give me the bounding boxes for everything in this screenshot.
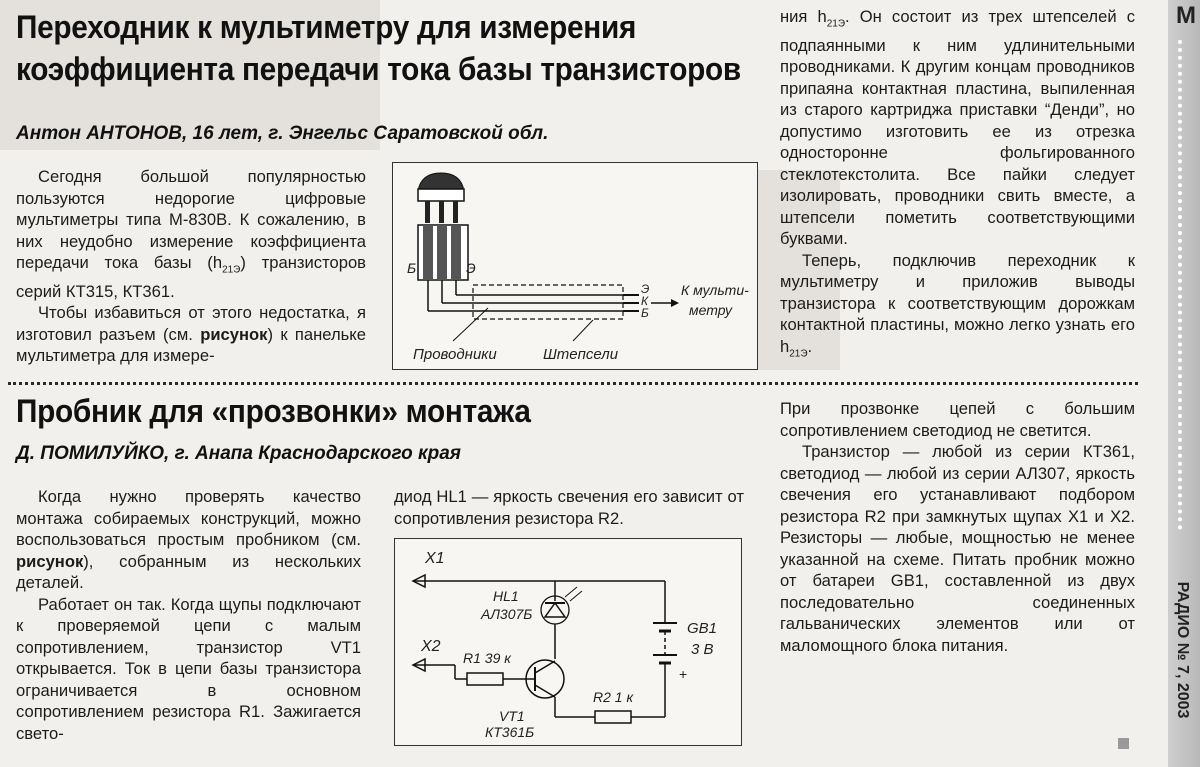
- label-r2: R2 1 к: [593, 689, 634, 705]
- paragraph: Теперь, подключив переходник к мультиметру и приложив выводы транзистора к соответствующим дорожкам контактной пластины, можно легко узнать его $h_{21Э}$.: [780, 250, 1135, 360]
- paragraph: При прозвонке цепей с большим сопротивлением светодиод не светится.: [780, 399, 1135, 440]
- plug: [451, 225, 461, 280]
- article2-byline: Д. ПОМИЛУЙКО, г. Анапа Краснодарского края: [16, 443, 461, 464]
- leader-line: [573, 320, 593, 341]
- label-hl1-type: АЛ307Б: [481, 606, 533, 622]
- paragraph: Когда нужно проверять качество монтажа собираемых конструкций, можно воспользоваться простым пробником (см. рисунок), собранным из нескольких деталей.: [16, 487, 361, 592]
- label-x1: X1: [425, 550, 445, 567]
- label-wires: Проводники: [413, 346, 497, 363]
- paragraph: Чтобы избавиться от этого недостатка, я изготовил разъем (см. рисунок) к панельке мультиметра для измере-: [16, 303, 366, 366]
- article2-column3: [780, 398, 1135, 656]
- transistor-collector: [535, 661, 555, 673]
- label-vt1: VT1: [499, 708, 525, 724]
- pin-label-e: Э: [466, 260, 476, 276]
- article1-column2: [780, 6, 1135, 365]
- article1-byline: Антон АНТОНОВ, 16 лет, г. Энгельс Саратовской обл.: [16, 123, 549, 144]
- pin-label-b-end: Б: [641, 306, 649, 320]
- pin-label-b: Б: [407, 260, 417, 276]
- transistor-lead: [453, 201, 458, 223]
- paragraph: Сегодня большой популярностью пользуются недорогие цифровые мультиметры типа М-830В. К сожалению, в них неудобно измерение коэффициента передачи тока базы $(h_{21Э})$ транзисторов серий КТ315, КТ361.: [16, 167, 366, 301]
- label-x2: X2: [421, 638, 441, 655]
- article1-column1: [16, 166, 366, 367]
- page-sidebar: [1168, 0, 1200, 767]
- paragraph: Транзистор — любой из серии КТ361, светодиод — любой из серии АЛ307, яркость свечения его устанавливают подбором резистора R2 при замкнутых щупах X1 и X2. Резисторы — любые, мощностью не менее указанной на схеме. Питать пробник можно от батареи GB1, составленной из двух последовательно соединенных гальванических элементов или от маломощного блока питания.: [780, 442, 1135, 655]
- article2-title: Пробник для «прозвонки» монтажа: [16, 393, 531, 429]
- transistor-body: [418, 189, 464, 201]
- resistor-r1: [467, 673, 503, 685]
- article2-column1: [16, 486, 361, 744]
- plug: [423, 225, 433, 280]
- paragraph: ния $h_{21Э}$. Он состоит из трех штепселей с подпаянными к ним удлинительными проводниками. К другим концам проводников припаяна контактная пластина, выпиленная из старого картриджа приставки “Денди”, но допустимо изготовить ее из отрезка односторонне фольгированного стеклотекстолита. Все пайки следует изолировать, проводники свить вместе, а штепсели пометить соответствующими буквами.: [780, 7, 1135, 249]
- label-r1: R1 39 к: [463, 650, 511, 666]
- end-mark: [1118, 738, 1129, 749]
- transistor-lead: [425, 201, 430, 223]
- probe-schematic: [394, 538, 742, 746]
- resistor-r2: [595, 711, 631, 723]
- article1-title: Переходник к мультиметру для измерения коэффициента передачи тока базы транзисторов: [16, 9, 741, 87]
- transistor-lead: [439, 201, 444, 223]
- battery-plus: +: [679, 666, 688, 682]
- section-letter: М: [1176, 2, 1196, 29]
- leader-line: [453, 308, 488, 341]
- paragraph: Работает он так. Когда щупы подключают к проверяемой цепи с малым сопротивлением, транзистор VT1 открывается. Ток в цепи базы транзистора ограничивается в основном сопротивлением резистора R1. Зажигается свето-: [16, 594, 361, 743]
- arrow: [671, 299, 679, 307]
- pin-label-k-end: К: [641, 294, 649, 308]
- label-vt1-type: КТ361Б: [485, 724, 535, 740]
- issue-label: РАДИО № 7, 2003: [1174, 581, 1191, 719]
- paragraph: диод HL1 — яркость свечения его зависит от сопротивления резистора R2.: [394, 487, 744, 528]
- led-ray: [565, 587, 577, 597]
- led-ray: [570, 591, 582, 601]
- probe-circuit: [395, 539, 741, 745]
- sidebar-dots: [1178, 40, 1190, 530]
- label-gb1: GB1: [687, 620, 718, 637]
- section-divider: [8, 382, 1138, 385]
- label-gb1-voltage: 3 В: [691, 641, 714, 658]
- label-multimeter: К мульти-: [681, 282, 749, 298]
- label-hl1: HL1: [493, 588, 519, 604]
- label-plugs: Штепсели: [543, 346, 619, 363]
- adapter-diagram: [393, 163, 757, 369]
- adapter-figure: [392, 162, 758, 370]
- transistor-emitter: [535, 685, 555, 697]
- label-multimeter: метру: [689, 302, 733, 318]
- plug: [437, 225, 447, 280]
- led-triangle: [545, 603, 565, 617]
- plugs-outline: [473, 285, 623, 319]
- article2-column2-top: [394, 486, 744, 529]
- pin-label-e-end: Э: [641, 282, 650, 296]
